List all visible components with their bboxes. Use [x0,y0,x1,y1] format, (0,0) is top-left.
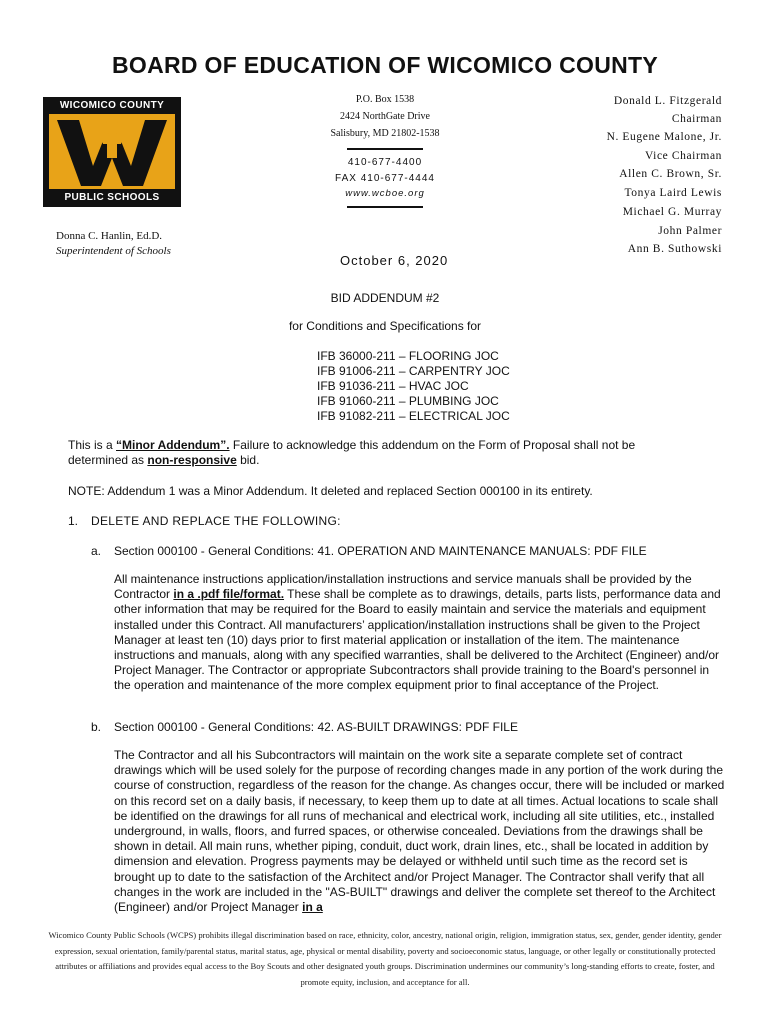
board-member: Allen C. Brown, Sr. [619,168,722,180]
ifb-item: IFB 91036-211 – HVAC JOC [317,379,469,393]
subitem-letter: a. [91,544,102,558]
item-number: 1. [68,514,79,528]
pdf-format-emphasis: in a [302,900,323,915]
address-divider [347,206,423,208]
superintendent-name: Donna C. Hanlin, Ed.D. [56,230,163,242]
board-role: Vice Chairman [644,150,722,162]
subitem-heading: Section 000100 - General Conditions: 41. OPERATION AND MAINTENANCE MANUALS: PDF FILE [114,544,647,558]
pdf-format-emphasis: in a .pdf file/format. [173,587,285,602]
intro-text: bid. [236,453,260,468]
district-logo [43,97,181,207]
logo-emblem [49,114,175,189]
minor-addendum-emphasis: “Minor Addendum”. [116,438,230,452]
logo-top-text: WICOMICO COUNTY [59,100,165,111]
non-responsive-emphasis: non-responsive [147,453,237,468]
addendum-title: BID ADDENDUM #2 [330,291,440,305]
address-street: 2424 NorthGate Drive [340,111,430,122]
address-divider [347,148,423,150]
board-role: Chairman [671,113,722,125]
address-phone: 410-677-4400 [347,157,423,168]
paragraph-text: The Contractor and all his Subcontractors will maintain on the work site a separate complete set of contract drawings which will be used solely for the purpose of recording changes made in any portion of the work during the course of construction, regardless of the reason for the change. As changes occur, there will be included or marked on this record set on a daily basis, if necessary, to keep them up to date at all times. Actual locations to scale shall be identified on the drawings for all runs of mechanical and electrical work, including all site utilities, etc., installed underground, in walls, floors, and furred spaces, or otherwise concealed. Deviations from the drawings shall be shown in detail. All main runs, whether piping, conduit, duct work, drain lines, etc., shall be located in addition by dimension and elevation. Progress payments may be delayed or withheld until such time as the record set is brought up to date to the satisfaction of the Architect and/or Project Manager. The Contractor shall verify that all changes in the work are included in the "AS-BUILT" drawings and deliver the complete set thereof to the Architect (Engineer) and/or Project Manager [114,748,725,915]
subitem-letter: b. [91,720,102,734]
address-website: www.wcboe.org [345,188,425,199]
intro-text: This is a [68,438,117,452]
board-member: N. Eugene Malone, Jr. [606,131,722,143]
subitem-paragraph [114,572,726,694]
board-member: Tonya Laird Lewis [624,187,722,199]
intro-paragraph [68,438,688,468]
subitem-heading: Section 000100 - General Conditions: 42. AS-BUILT DRAWINGS: PDF FILE [114,720,518,734]
ifb-item: IFB 36000-211 – FLOORING JOC [317,349,499,363]
ifb-item: IFB 91082-211 – ELECTRICAL JOC [317,409,510,423]
ifb-item: IFB 91060-211 – PLUMBING JOC [317,394,499,408]
letter-date: October 6, 2020 [340,253,449,268]
people-emblem-icon [49,114,175,189]
intro-text: Failure to acknowledge this addendum on the Form of Proposal shall not be determined as [68,438,636,468]
paragraph-text: All maintenance instructions application/installation instructions and service manuals shall be provided by the Contractor [114,572,692,602]
board-member: John Palmer [658,225,722,237]
paragraph-text: These shall be complete as to drawings, details, parts lists, performance data and other information that may be required for the Board to easily maintain and service the materials and equipment installed under this Contract. All manufacturers’ application/installation instructions shall be given to the Project Manager at least ten (10) days prior to first material application or installation of the item. The maintenance instructions and manuals, along with any specified warranties, shall be delivered to the Architect (Engineer) and/or Project Manager. The Contractor or appropriate Subcontractors shall provide training to the Board's personnel in the operation and maintenance of the more complex equipment prior to final acceptance of the Project. [114,587,721,693]
page-title: BOARD OF EDUCATION OF WICOMICO COUNTY [111,52,659,78]
nondiscrimination-footer: Wicomico County Public Schools (WCPS) prohibits illegal discrimination based on race, ethnicity, color, ancestry, national origin, religion, immigration status, sex, gender, gender identity, gender expression, sexual orientation, family/parental status, marital status, age, physical or mental disability, poverty and socioeconomic status, language, or other legally or constitutionally protected attributes or affiliations and provides equal access to the Boy Scouts and other designated youth groups. Discrimination undermines our community’s long-standing efforts to create, foster, and promote equity, inclusion, and acceptance for all. [48,930,722,987]
ifb-item: IFB 91006-211 – CARPENTRY JOC [317,364,510,378]
subitem-paragraph [114,748,726,915]
address-po-box: P.O. Box 1538 [355,94,415,105]
logo-bottom-text: PUBLIC SCHOOLS [64,192,160,203]
board-member: Donald L. Fitzgerald [613,95,722,107]
board-member: Ann B. Suthowski [627,243,722,255]
address-fax: FAX 410-677-4444 [335,173,435,184]
address-city: Salisbury, MD 21802-1538 [330,128,440,139]
addendum-subtitle: for Conditions and Specifications for [288,319,482,333]
superintendent-title: Superintendent of Schools [56,245,171,257]
note-paragraph: NOTE: Addendum 1 was a Minor Addendum. It deleted and replaced Section 000100 in its entirety. [68,484,593,498]
item-heading: DELETE AND REPLACE THE FOLLOWING: [91,514,341,528]
board-member: Michael G. Murray [622,206,722,218]
